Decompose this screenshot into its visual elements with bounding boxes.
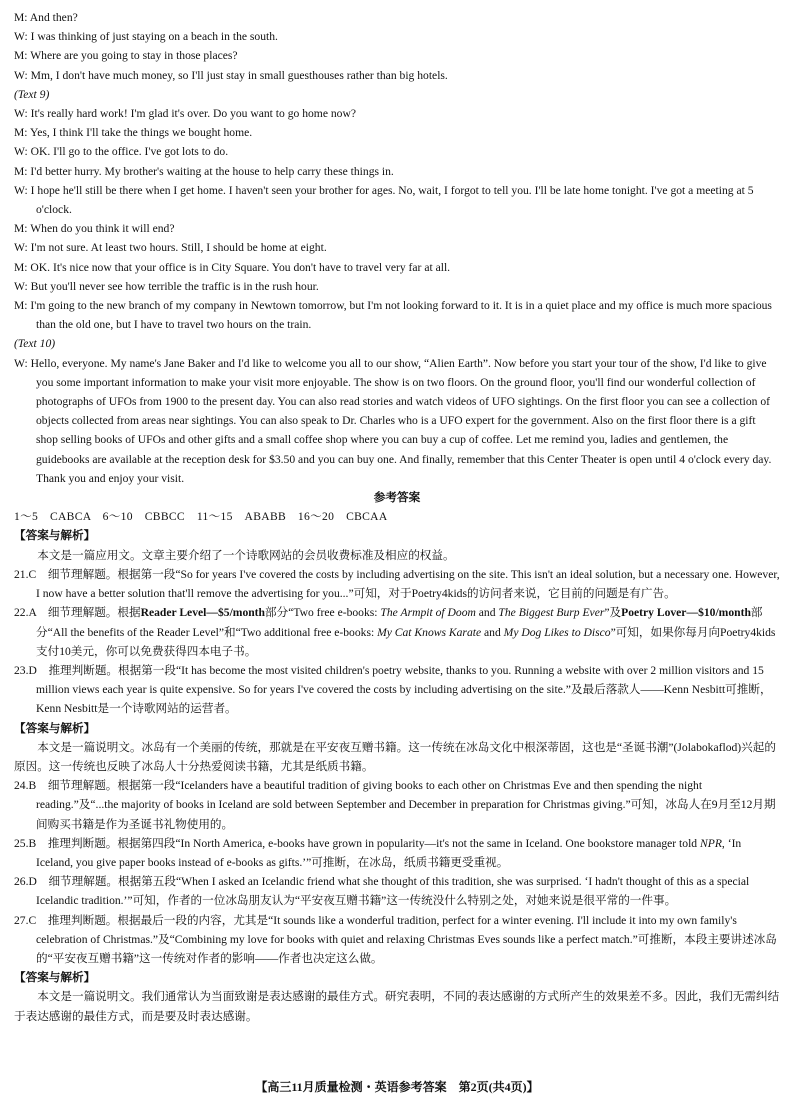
dialogue-line: W: I was thinking of just staying on a beach in the south.	[14, 30, 278, 44]
dialogue-line: M: Yes, I think I'll take the things we bought home.	[14, 126, 253, 140]
passage-c-intro: 本文是一篇说明文。我们通常认为当面致谢是表达感谢的最佳方式。研究表明，不同的表达感谢的方式所产生的效果差不多。因此，我们无需纠结于表达感谢的最佳方式，而是要及时表达感谢。	[14, 990, 780, 1023]
answer-explanation-27: 27.C 推理判断题。根据最后一段的内容，尤其是“It sounds like a wonderful tradition, perfect for a winter evening. I'll include it into my own family's celebration of Christmas.”及“Combining my love for books with quiet and relaxing Christmas Eves sounds like a perfect match.”可推断，本段主要讲述冰岛的“平安夜互赠书籍”这一传统对作者的影响——作者也决定这么做。	[14, 913, 777, 965]
text10-monologue: W: Hello, everyone. My name's Jane Baker and I'd like to welcome you all to our show, “Alien Earth”. Now before you start your tour of the show, I'd like to give you some important information to make your visit more enjoyable. The show is on two floors. On the ground floor, you'll find our wonderful collection of photographs of UFOs from 1900 to the present day. You can also read stories and watch videos of UFO sightings. On the first floor you can see a collection of objects collected from areas near sightings. You can also speak to Dr. Charles who is a UFO expert for the government. Also on the first floor there is a gift shop selling books of UFOs and other gifts and a small coffee shop where you can buy a cup of coffee. Let me remind you, ladies and gentlemen, the guidebooks are available at the reception desk for $3.50 and you can buy one. And finally, remember that this Center Theater is open until 4 o'clock every day. Thank you and enjoy your visit.	[14, 356, 772, 485]
dialogue-line: W: Mm, I don't have much money, so I'll just stay in small guesthouses rather than big hotels.	[14, 68, 448, 82]
dialogue-line: M: OK. It's nice now that your office is in City Square. You don't have to travel very far at all.	[14, 260, 451, 274]
analysis-heading: 【答案与解析】	[14, 971, 96, 985]
dialogue-line: M: I'm going to the new branch of my company in Newtown tomorrow, but I'm not looking forward to it. It is in a quiet place and my office is much more spacious than the old one, but I have to travel two hours on the train.	[14, 299, 772, 332]
passage-b-intro: 本文是一篇说明文。冰岛有一个美丽的传统，那就是在平安夜互赠书籍。这一传统在冰岛文化中根深蒂固，这也是“圣诞书潮”(Jolabokaflod)兴起的原因。这一传统也反映了冰岛人十分热爱阅读书籍，尤其是纸质书籍。	[14, 740, 776, 773]
answer-explanation-23: 23.D 推理判断题。根据第一段“It has become the most visited children's poetry website, thanks to you. Running a website with over 2 million visitors and 15 million views each year is quite expensive. So for years I've covered the costs by including advertising on the site.”及最后落款人——Kenn Nesbitt可推断，Kenn Nesbitt是一个诗歌网站的运营者。	[14, 663, 772, 716]
text9-label: (Text 9)	[14, 87, 50, 101]
dialogue-line: M: When do you think it will end?	[14, 222, 175, 236]
dialogue-line: W: OK. I'll go to the office. I've got lots to do.	[14, 145, 229, 159]
dialogue-line: W: I hope he'll still be there when I get home. I haven't seen your brother for ages. No, wait, I forgot to tell you. I'll be late home tonight. I've got a meeting at 5 o'clock.	[14, 183, 754, 217]
answer-explanation-24: 24.B 细节理解题。根据第一段“Icelanders have a beautiful tradition of giving books to each other on Christmas Eve and then spending the night reading.”及“...the majority of books in Iceland are sold between September and December in preparation for Christmas giving.”可知，冰岛人在9月至12月期间购买书籍是作为圣诞书礼物使用的。	[14, 779, 776, 831]
dialogue-line: M: I'd better hurry. My brother's waiting at the house to help carry these things in.	[14, 164, 394, 178]
analysis-heading: 【答案与解析】	[14, 529, 96, 543]
text10-label: (Text 10)	[14, 337, 56, 351]
dialogue-line: M: Where are you going to stay in those places?	[14, 49, 238, 63]
dialogue-line: W: It's really hard work! I'm glad it's over. Do you want to go home now?	[14, 107, 356, 121]
dialogue-line: W: I'm not sure. At least two hours. Still, I should be home at eight.	[14, 241, 327, 255]
passage-a-intro: 本文是一篇应用文。文章主要介绍了一个诗歌网站的会员收费标准及相应的权益。	[37, 548, 455, 562]
text9-dialogue	[14, 104, 780, 334]
dialogue-line: M: And then?	[14, 11, 78, 24]
answers-title: 参考答案	[373, 491, 421, 505]
answer-explanation-21: 21.C 细节理解题。根据第一段“So for years I've covered the costs by including advertising on the site. This isn't an ideal solution, but a necessary one. However, I now have a better solution that'll remove the advertising for you...”可知，对于Poetry4kids的访问者来说，它目前的问题是有广告。	[14, 567, 780, 601]
answer-explanation-26: 26.D 细节理解题。根据第五段“When I asked an Icelandic friend what she thought of this tradition, she was surprised. ‘I hadn't thought of this as a special Icelandic tradition.’”可知，作者的一位冰岛朋友认为“平安夜互赠书籍”这一传统没什么特别之处，对她来说是很平常的一件事。	[14, 875, 750, 908]
answer-key-line: 1～5 CABCA 6～10 CBBCC 11～15 ABABB 16～20 CBCAA	[14, 510, 388, 524]
dialogue-continued	[14, 8, 780, 85]
answer-explanation-22: 22.A 细节理解题。根据Reader Level—$5/month部分“Two free e-books: The Armpit of Doom and The Biggest Burp Ever”及Poetry Lover—$10/month部分“All the benefits of the Reader Level”和“Two additional free e-books: My Cat Knows Karate and My Dog Likes to Disco”可知，如果你每月向Poetry4kids支付10美元，你可以免费获得四本电子书。	[14, 606, 776, 658]
answer-explanation-25: 25.B 推理判断题。根据第四段“In North America, e-books have grown in popularity—it's not the same in Iceland. One bookstore manager told NPR, ‘In Iceland, you give paper books instead of e-books as gifts.’”可推断，在冰岛，纸质书籍更受重视。	[14, 836, 742, 869]
analysis-heading: 【答案与解析】	[14, 721, 96, 735]
page-footer: 【高三11月质量检测・英语参考答案 第2页(共4页)】	[255, 1080, 539, 1094]
dialogue-line: W: But you'll never see how terrible the traffic is in the rush hour.	[14, 279, 319, 293]
